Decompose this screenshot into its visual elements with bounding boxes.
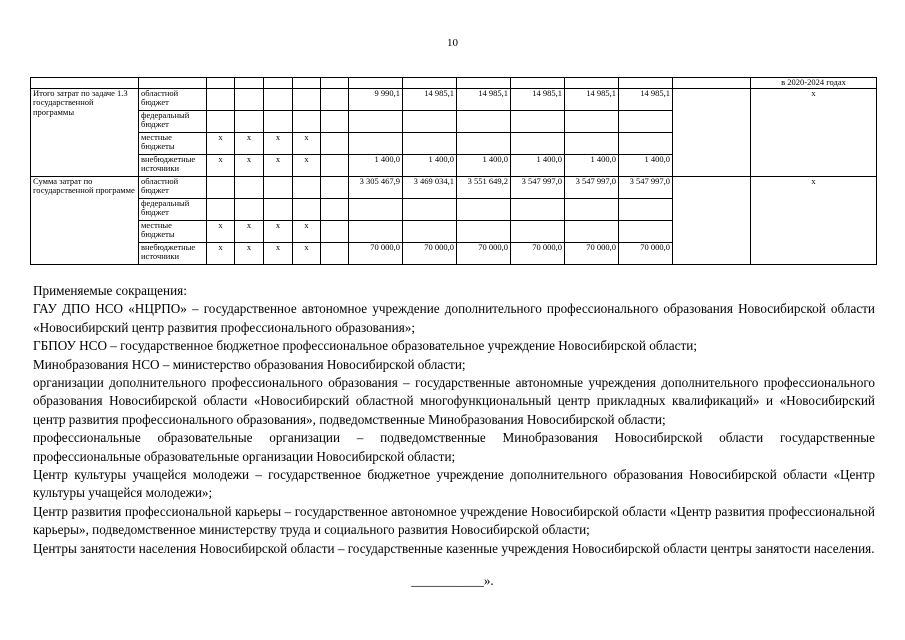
amount-cell <box>511 110 565 132</box>
empty-cell <box>321 220 349 242</box>
mark-cell: x <box>207 154 235 176</box>
amount-cell <box>403 132 457 154</box>
mark-cell <box>293 176 321 198</box>
amount-cell: 14 985,1 <box>403 88 457 110</box>
table-header-row <box>31 78 877 89</box>
amount-cell: 3 547 997,0 <box>619 176 673 198</box>
mark-cell: x <box>264 154 293 176</box>
group-title-cell: Итого затрат по задаче 1.3 государственной программы <box>31 88 139 176</box>
abbreviation-item: профессиональные образовательные организации – подведомственные Минобразования Новосибирской области государственные профессиональные образовательные организации Новосибирской области; <box>33 430 875 464</box>
mark-cell <box>207 110 235 132</box>
group-title-cell: Сумма затрат по государственной программе <box>31 176 139 264</box>
amount-cell <box>565 110 619 132</box>
empty-cell <box>321 176 349 198</box>
mark-cell: x <box>293 242 321 264</box>
empty-cell <box>673 88 751 176</box>
mark-cell <box>207 176 235 198</box>
mark-cell: x <box>264 242 293 264</box>
amount-cell <box>403 220 457 242</box>
mark-cell <box>293 198 321 220</box>
amount-cell <box>403 198 457 220</box>
amount-cell <box>619 220 673 242</box>
mark-cell: x <box>207 220 235 242</box>
mark-cell: x <box>293 132 321 154</box>
funding-source-cell: местные бюджеты <box>139 132 207 154</box>
result-cell: x <box>751 88 877 176</box>
abbreviation-item: организации дополнительного профессионального образования – государственные автономные учреждения дополнительного профессионального образования Новосибирской области «Новосибирский областной многофункциональный центр прикладных квалификаций» и «Новосибирский центр развития профессионального образования», подведомственные Минобразования Новосибирской области; <box>33 375 875 427</box>
empty-cell <box>321 132 349 154</box>
amount-cell: 70 000,0 <box>403 242 457 264</box>
amount-cell <box>565 220 619 242</box>
amount-cell: 14 985,1 <box>619 88 673 110</box>
amount-cell <box>457 132 511 154</box>
amount-cell <box>457 220 511 242</box>
empty-cell <box>321 242 349 264</box>
funding-source-cell: федеральный бюджет <box>139 198 207 220</box>
mark-cell: x <box>207 242 235 264</box>
amount-cell <box>511 132 565 154</box>
mark-cell: x <box>235 242 264 264</box>
amount-cell: 70 000,0 <box>619 242 673 264</box>
mark-cell <box>264 88 293 110</box>
amount-cell <box>349 220 403 242</box>
amount-cell <box>619 198 673 220</box>
amount-cell: 70 000,0 <box>349 242 403 264</box>
mark-cell: x <box>264 220 293 242</box>
abbreviation-item: Центры занятости населения Новосибирской области – государственные казенные учреждения Новосибирской области центры занятости населения. <box>33 540 875 556</box>
amount-cell <box>349 198 403 220</box>
mark-cell <box>264 110 293 132</box>
amount-cell: 3 547 997,0 <box>511 176 565 198</box>
amount-cell <box>619 110 673 132</box>
mark-cell <box>235 88 264 110</box>
period-header: в 2020-2024 годах <box>751 78 877 89</box>
financing-table <box>30 77 877 265</box>
amount-cell: 1 400,0 <box>403 154 457 176</box>
abbreviation-item: Минобразования НСО – министерство образования Новосибирской области; <box>33 356 466 372</box>
amount-cell: 70 000,0 <box>511 242 565 264</box>
mark-cell: x <box>207 132 235 154</box>
mark-cell <box>235 198 264 220</box>
mark-cell: x <box>264 132 293 154</box>
funding-source-cell: местные бюджеты <box>139 220 207 242</box>
mark-cell: x <box>235 132 264 154</box>
closing-line: ___________». <box>411 573 494 588</box>
result-cell: x <box>751 176 877 264</box>
empty-cell <box>321 198 349 220</box>
funding-source-cell: внебюджетные источники <box>139 154 207 176</box>
mark-cell <box>264 198 293 220</box>
abbreviation-item: ГАУ ДПО НСО «НЦРПО» – государственное автономное учреждение дополнительного профессионального образования Новосибирской области «Новосибирский центр развития профессионального образования»; <box>33 301 875 335</box>
abbreviation-item: Центр развития профессиональной карьеры – государственное автономное учреждение Новосибирской области «Центр развития профессиональной карьеры», подведомственное министерству труда и социального развития Новосибирской области; <box>33 503 875 538</box>
mark-cell <box>207 88 235 110</box>
empty-cell <box>673 176 751 264</box>
funding-source-cell: федеральный бюджет <box>139 110 207 132</box>
mark-cell: x <box>235 220 264 242</box>
amount-cell: 3 551 649,2 <box>457 176 511 198</box>
amount-cell: 1 400,0 <box>349 154 403 176</box>
amount-cell: 3 547 997,0 <box>565 176 619 198</box>
table-row <box>31 176 877 198</box>
abbreviation-item: ГБПОУ НСО – государственное бюджетное профессиональное образовательное учреждение Новосибирской области; <box>33 338 697 354</box>
empty-cell <box>321 110 349 132</box>
mark-cell: x <box>293 220 321 242</box>
mark-cell <box>235 110 264 132</box>
amount-cell: 14 985,1 <box>565 88 619 110</box>
amount-cell: 3 469 034,1 <box>403 176 457 198</box>
mark-cell <box>207 198 235 220</box>
amount-cell <box>511 220 565 242</box>
abbreviations-list <box>33 300 875 558</box>
amount-cell: 9 990,1 <box>349 88 403 110</box>
mark-cell <box>235 176 264 198</box>
mark-cell <box>264 176 293 198</box>
mark-cell <box>293 110 321 132</box>
amount-cell <box>457 110 511 132</box>
funding-source-cell: внебюджетные источники <box>139 242 207 264</box>
amount-cell <box>457 198 511 220</box>
amount-cell: 3 305 467,9 <box>349 176 403 198</box>
amount-cell: 70 000,0 <box>457 242 511 264</box>
amount-cell: 70 000,0 <box>565 242 619 264</box>
funding-source-cell: областной бюджет <box>139 176 207 198</box>
amount-cell: 14 985,1 <box>511 88 565 110</box>
amount-cell: 1 400,0 <box>511 154 565 176</box>
amount-cell: 1 400,0 <box>619 154 673 176</box>
amount-cell: 1 400,0 <box>565 154 619 176</box>
amount-cell: 1 400,0 <box>457 154 511 176</box>
abbreviation-item: Центр культуры учащейся молодежи – государственное бюджетное учреждение дополнительного образования Новосибирской области «Центр культуры учащейся молодежи»; <box>33 467 875 501</box>
empty-cell <box>321 88 349 110</box>
mark-cell: x <box>293 154 321 176</box>
amount-cell: 14 985,1 <box>457 88 511 110</box>
page-number: 10 <box>447 37 458 49</box>
mark-cell <box>293 88 321 110</box>
mark-cell: x <box>235 154 264 176</box>
empty-cell <box>321 154 349 176</box>
abbreviations-section <box>33 282 875 558</box>
amount-cell <box>565 132 619 154</box>
amount-cell <box>349 110 403 132</box>
table-row <box>31 88 877 110</box>
amount-cell <box>565 198 619 220</box>
abbreviations-heading: Применяемые сокращения: <box>33 283 187 298</box>
amount-cell <box>511 198 565 220</box>
amount-cell <box>403 110 457 132</box>
amount-cell <box>349 132 403 154</box>
funding-source-cell: областной бюджет <box>139 88 207 110</box>
amount-cell <box>619 132 673 154</box>
